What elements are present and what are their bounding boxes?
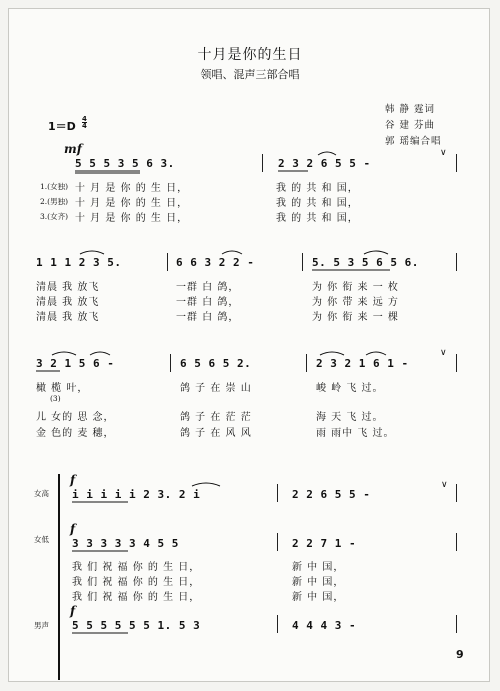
slur: [320, 352, 344, 355]
lyric-line: 十 月 是 你 的 生 日，: [75, 183, 189, 194]
time-signature-bottom: 4: [82, 122, 87, 130]
slur: [318, 152, 336, 155]
slur: [52, 352, 76, 355]
melody-notes: 2 3 2 1 6 1 -: [316, 357, 409, 370]
lyric-line: 我 的 共 和 国，: [276, 183, 359, 194]
bass-notes: 4 4 4 3 -: [292, 619, 357, 632]
lyric-line: 新 中 国，: [292, 577, 345, 588]
lyric-line: 清晨 我 放飞: [36, 297, 100, 308]
melody-notes: 2 3 2 6 5 5 -: [278, 157, 371, 170]
lyric-line: 一群 白 鸽，: [176, 312, 240, 323]
song-title: 十月是你的生日: [197, 47, 303, 63]
melody-notes: 5 5 5 3 5 6 3.: [75, 157, 175, 170]
lyric-line: 儿 女的 思 念，: [36, 412, 115, 423]
voice-label: 男声: [34, 621, 49, 630]
dynamic-marking: f: [70, 473, 76, 487]
time-signature-top: 4: [82, 115, 87, 123]
lyric-line: 为 你 衔 来 一 棵: [312, 312, 399, 323]
breath-mark: ∨: [441, 480, 448, 490]
dynamic-marking: f: [70, 522, 76, 536]
melody-notes: 3 2 1 5 6 -: [36, 357, 115, 370]
lyric-line: 我 们 祝 福 你 的 生 日，: [72, 592, 201, 603]
page-number: 9: [456, 648, 464, 661]
lyric-line: 我 的 共 和 国，: [276, 213, 359, 224]
slur: [366, 352, 386, 355]
verse-label: 2.(男独): [40, 197, 69, 206]
melody-notes: 6 6 3 2 2 -: [176, 256, 255, 269]
lyric-line: 为 你 带 来 远 方: [312, 297, 399, 308]
alto-notes: 3 3 3 3 3 4 5 5: [72, 537, 179, 550]
lyric-line: 为 你 衔 来 一 枚: [312, 282, 399, 293]
melody-notes: 5. 5 3 5 6 5 6.: [312, 256, 419, 269]
lyric-line: 一群 白 鸽，: [176, 282, 240, 293]
melody-notes: 1 1 1 2 3 5.: [36, 256, 122, 269]
breath-mark: ∨: [440, 148, 447, 158]
bass-notes: 5 5 5 5 5 5 1. 5 3: [72, 619, 201, 632]
slur: [80, 251, 104, 254]
lyric-line: 十 月 是 你 的 生 日，: [75, 213, 189, 224]
slur: [90, 352, 110, 355]
composer-credit: 谷 建 芬曲: [385, 120, 436, 131]
lyric-line: 橄 榄 叶，: [36, 383, 89, 394]
soprano-notes: i i i i i 2 3. 2 i: [72, 488, 201, 501]
lyric-line: 雨 雨中 飞 过。: [316, 428, 395, 439]
voice-label: 女高: [34, 489, 49, 498]
melody-notes: 6 5 6 5 2.: [180, 357, 252, 370]
dynamic-marking: mf: [64, 142, 82, 156]
lyricist-credit: 韩 静 霆词: [385, 104, 436, 115]
dynamic-marking: f: [70, 604, 76, 618]
verse-label: 1.(女独): [40, 182, 69, 191]
lyric-line: 清晨 我 放飞: [36, 282, 100, 293]
verse-label: 3.(女齐): [40, 212, 69, 221]
slur: [364, 251, 388, 254]
alto-notes: 2 2 7 1 -: [292, 537, 357, 550]
song-subtitle: 领唱、混声三部合唱: [200, 68, 300, 81]
slur: [222, 251, 242, 254]
lyric-line: 我 们 祝 福 你 的 生 日，: [72, 577, 201, 588]
verse-number: (3): [50, 394, 61, 403]
lyric-line: 鸽 子 在 茫 茫: [180, 412, 252, 423]
lyric-line: 峻 岭 飞 过。: [316, 383, 384, 394]
lyric-line: 一群 白 鸽，: [176, 297, 240, 308]
key-signature: 1＝D: [48, 120, 76, 133]
lyric-line: 鸽 子 在 风 风: [180, 428, 252, 439]
lyric-line: 清晨 我 放飞: [36, 312, 100, 323]
lyric-line: 我 们 祝 福 你 的 生 日，: [72, 562, 201, 573]
lyric-line: 新 中 国，: [292, 562, 345, 573]
lyric-line: 新 中 国，: [292, 592, 345, 603]
breath-mark: ∨: [440, 348, 447, 358]
voice-label: 女低: [34, 535, 49, 544]
soprano-notes: 2 2 6 5 5 -: [292, 488, 371, 501]
slur: [192, 483, 220, 486]
lyric-line: 海 天 飞 过。: [316, 412, 384, 423]
lyric-line: 我 的 共 和 国，: [276, 198, 359, 209]
arranger-credit: 郭 瑶编合唱: [385, 136, 442, 147]
lyric-line: 金 色的 麦 穗，: [36, 428, 115, 439]
lyric-line: 鸽 子 在 崇 山: [180, 383, 252, 394]
lyric-line: 十 月 是 你 的 生 日，: [75, 198, 189, 209]
